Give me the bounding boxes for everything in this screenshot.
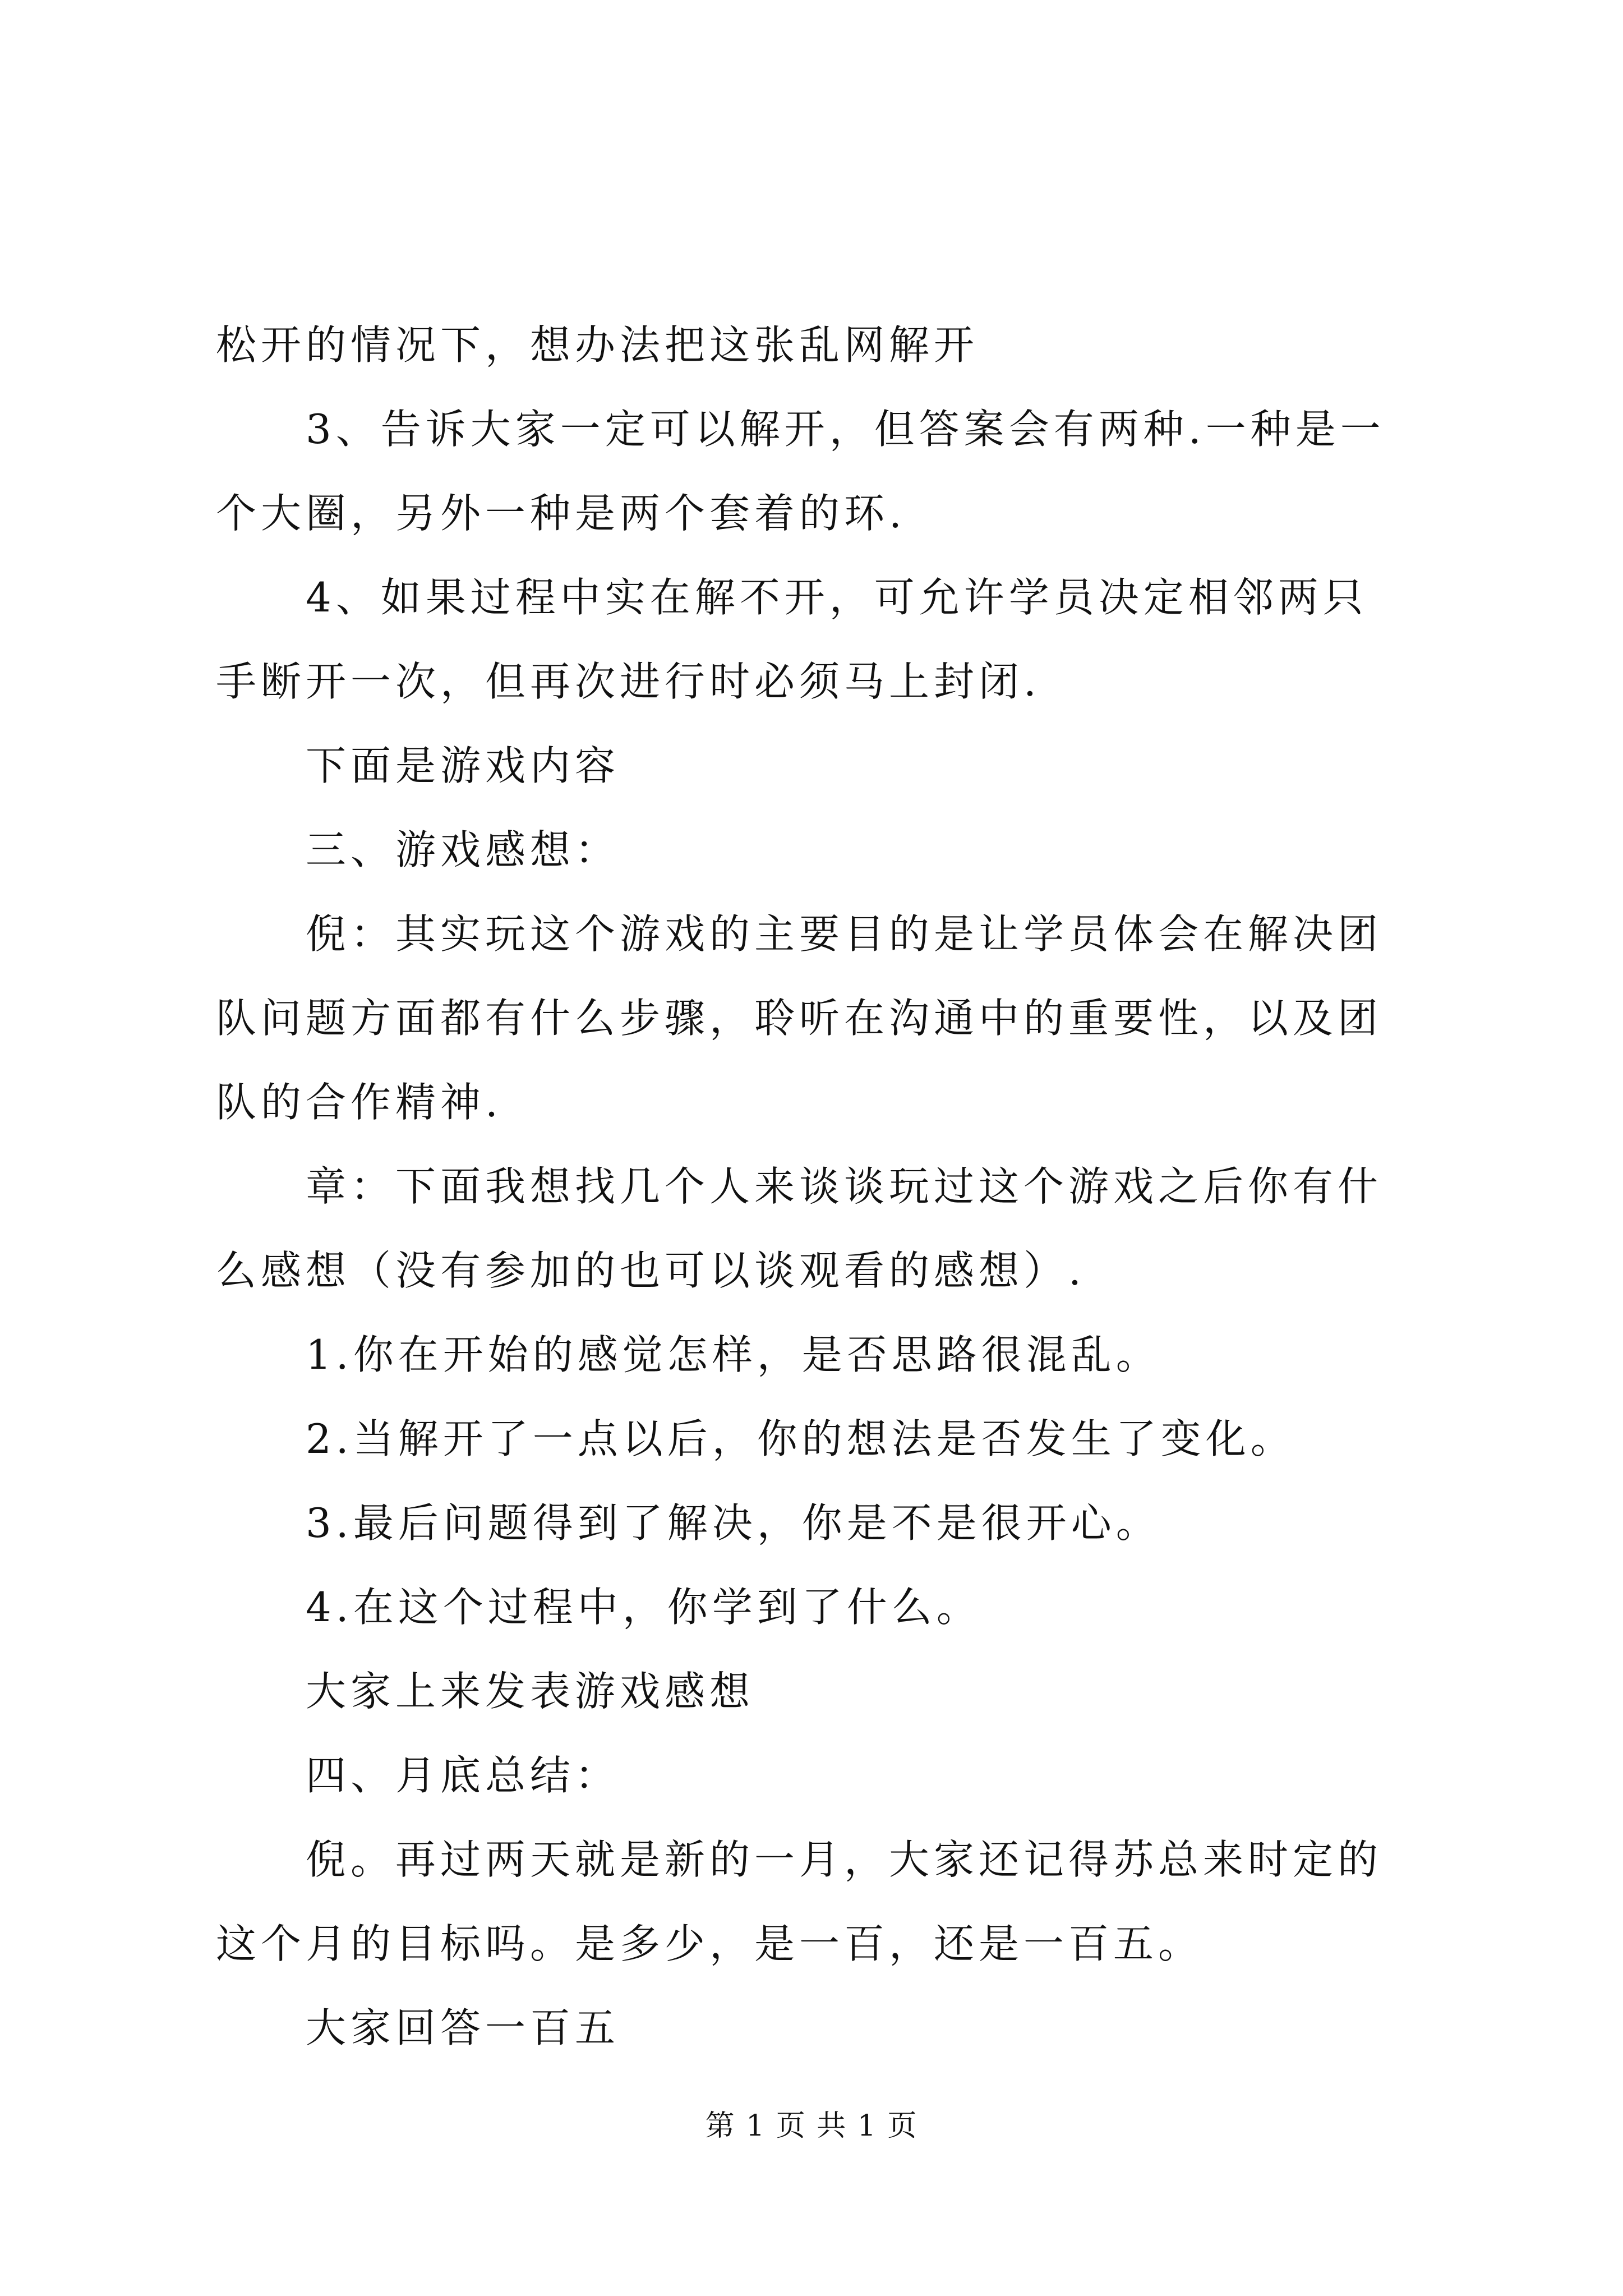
paragraph-ni-target: 倪。再过两天就是新的一月，大家还记得苏总来时定的这个月的目标吗。是多少，是一百，还是一百五。 xyxy=(216,1836,1383,1967)
section-heading-month-summary: 四、月底总结： xyxy=(306,1752,620,1799)
section-heading-game-thoughts: 三、游戏感想： xyxy=(306,826,620,873)
paragraph-share-thoughts: 大家上来发表游戏感想 xyxy=(306,1668,755,1715)
list-item-question-2: 2.当解开了一点以后，你的想法是否发生了变化。 xyxy=(306,1415,1295,1462)
page-footer: 第 1 页 共 1 页 xyxy=(705,2109,918,2143)
paragraph-zhang-invite: 章：下面我想找几个人来谈谈玩过这个游戏之后你有什么感想（没有参加的也可以谈观看的感想）. xyxy=(216,1163,1383,1294)
document-body xyxy=(216,303,1410,2070)
paragraph-step-3: 3、告诉大家一定可以解开，但答案会有两种.一种是一个大圈，另外一种是两个套着的环. xyxy=(216,406,1385,537)
paragraph-answer: 大家回答一百五 xyxy=(306,2004,620,2051)
paragraph-continuation: 松开的情况下，想办法把这张乱网解开 xyxy=(216,321,979,369)
list-item-question-3: 3.最后问题得到了解决，你是不是很开心。 xyxy=(306,1499,1161,1547)
paragraph-ni-purpose: 倪：其实玩这个游戏的主要目的是让学员体会在解决团队问题方面都有什么步骤，聆听在沟通中的重要性，以及团队的合作精神. xyxy=(216,910,1383,1126)
paragraph-game-content: 下面是游戏内容 xyxy=(306,742,620,789)
paragraph-step-4: 4、如果过程中实在解不开，可允许学员决定相邻两只手断开一次，但再次进行时必须马上封闭. xyxy=(216,574,1368,705)
list-item-question-1: 1.你在开始的感觉怎样，是否思路很混乱。 xyxy=(306,1331,1161,1378)
list-item-question-4: 4.在这个过程中，你学到了什么。 xyxy=(306,1584,981,1631)
